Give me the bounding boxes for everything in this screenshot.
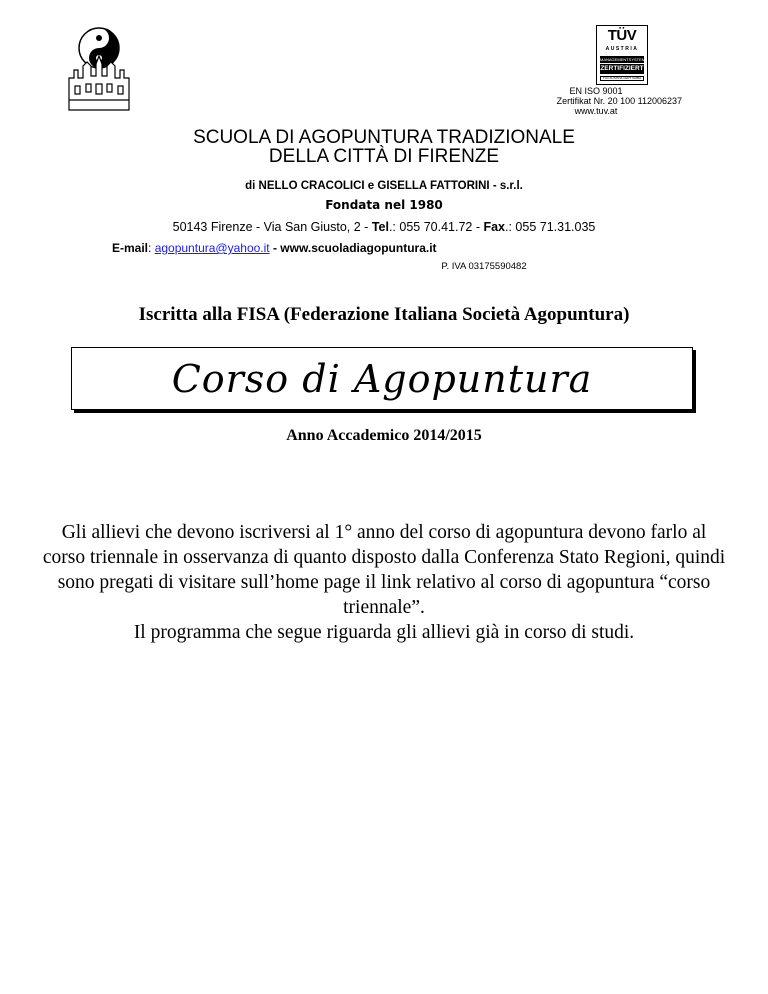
school-name-line1: SCUOLA DI AGOPUNTURA TRADIZIONALE — [193, 127, 575, 148]
course-title-box — [71, 347, 693, 410]
body-paragraph-2: Il programma che segue riguarda gli allievi già in corso di studi. — [133, 622, 635, 643]
academic-year: Anno Accademico 2014/2015 — [286, 427, 482, 444]
course-title: Corso di Agopuntura — [171, 356, 593, 401]
address: 50143 Firenze - Via San Giusto, 2 - — [172, 220, 372, 234]
school-owners: di NELLO CRACOLICI e GISELLA FATTORINI - s.r.l. — [245, 180, 523, 192]
iso-standard: EN ISO 9001 — [569, 86, 623, 96]
website-link[interactable]: www.scuoladiagopuntura.it — [280, 241, 437, 255]
body-paragraph-1: Gli allievi che devono iscriversi al 1° anno del corso di agopuntura devono farlo al corso triennale in osservanza di quanto disposto dalla Conferenza Stato Regioni, quindi sono pregati di visitare sull’home page il link relativo al corso di agopuntura “corso triennale”. — [42, 522, 726, 618]
vat-number: P. IVA 03175590482 — [441, 261, 527, 272]
email-separator: : — [148, 241, 155, 255]
address-line — [0, 220, 768, 235]
email-label: E-mail — [112, 241, 149, 255]
body-text — [40, 520, 728, 645]
web-separator: - — [269, 241, 281, 255]
tuv-band-bottom: TÜV AUSTRIA CERT GMBH — [600, 76, 644, 81]
yin-yang-skyline-icon — [66, 26, 132, 114]
tuv-website: www.tuv.at — [574, 106, 618, 116]
fax-value: .: 055 71.31.035 — [505, 220, 596, 234]
affiliation-heading: Iscritta alla FISA (Federazione Italiana Società Agopuntura) — [138, 304, 630, 325]
tel-label: Tel — [371, 220, 389, 234]
school-logo — [66, 26, 132, 114]
tuv-band-main: ZERTIFIZIERT — [600, 65, 644, 72]
tuv-band-top: MANAGEMENTSYSTEM — [600, 57, 646, 62]
school-name-line2: DELLA CITTÀ DI FIRENZE — [268, 146, 500, 167]
contacts-line — [112, 241, 437, 255]
certificate-number: Zertifikat Nr. 20 100 112006237 — [556, 96, 682, 106]
tuv-certification-logo — [596, 25, 648, 85]
tuv-brand: TÜV — [607, 27, 637, 44]
fax-label: Fax — [483, 220, 506, 234]
founded-year: Fondata nel 1980 — [325, 198, 443, 212]
tuv-country: AUSTRIA — [605, 46, 639, 52]
tel-value: .: 055 70.41.72 - — [388, 220, 484, 234]
email-link[interactable]: agopuntura@yahoo.it — [154, 241, 270, 255]
